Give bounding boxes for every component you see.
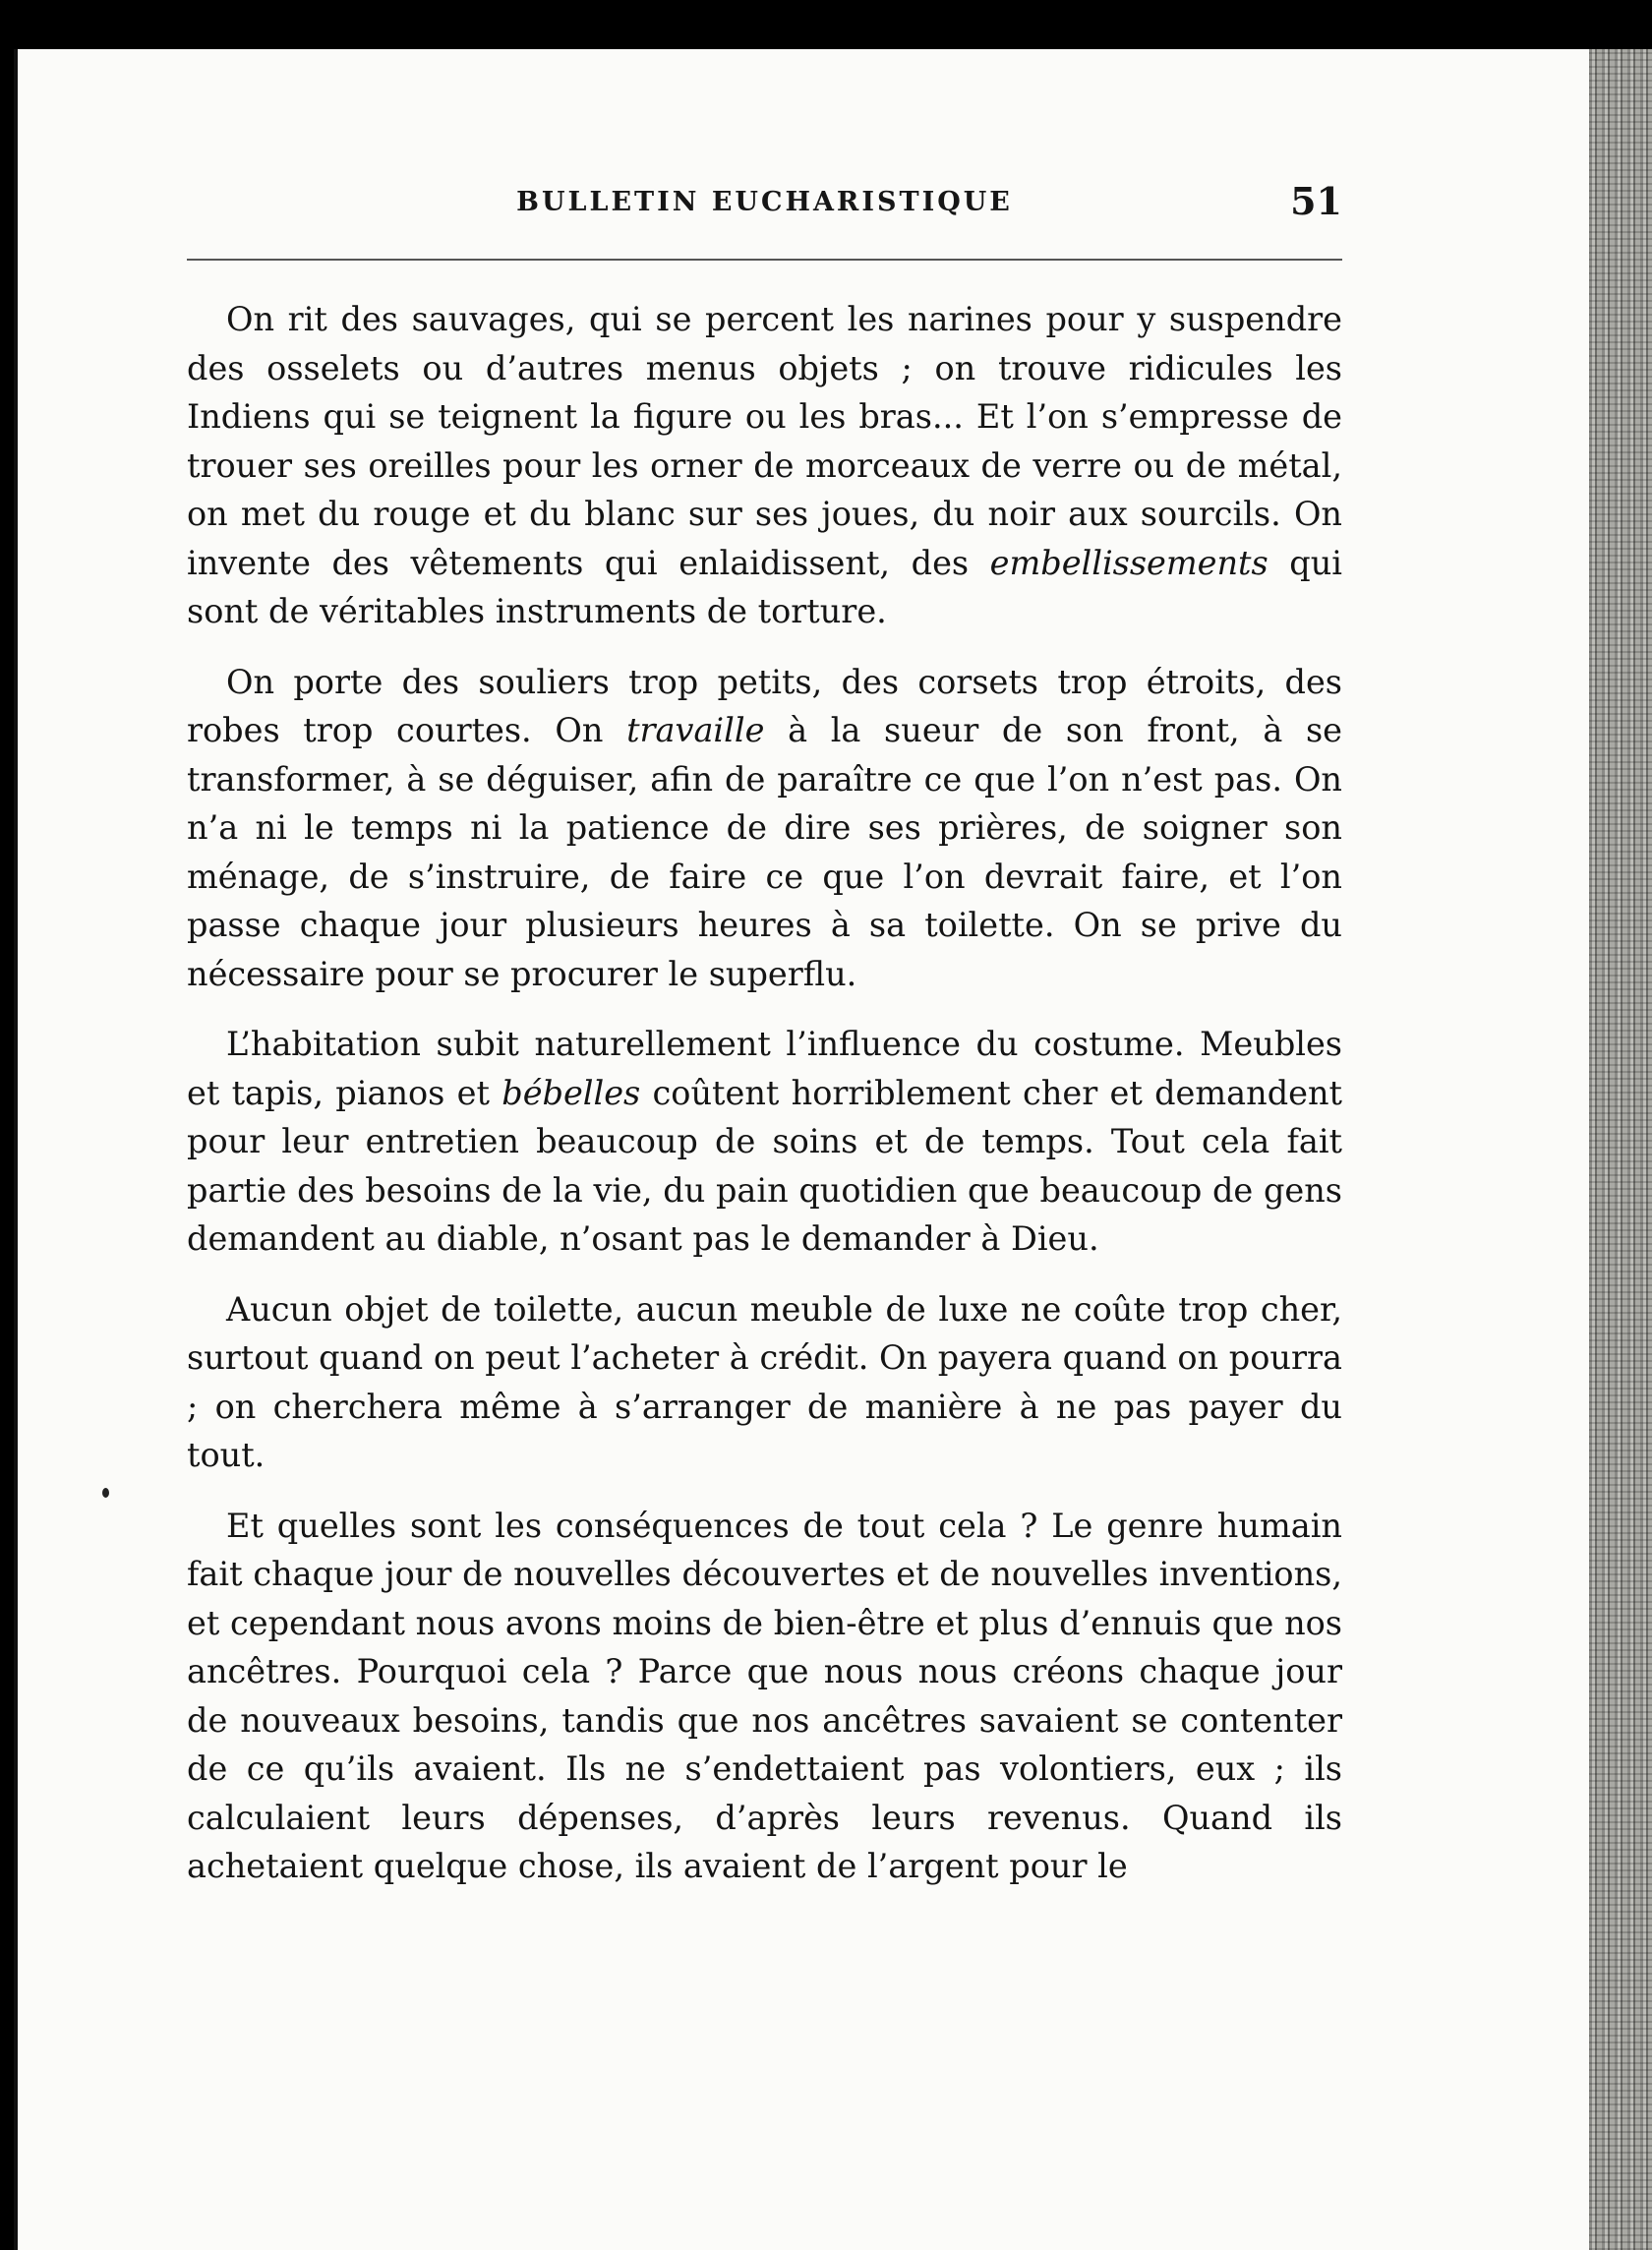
paragraph-text-continued: à la sueur de son front, à se transformer, à se déguiser, afin de paraître ce que l’on n’est pas. On n’a ni le temps ni la patience de dire ses prières, de soigner son ménage, de s’instruire, de faire ce que l’on devrait faire, et l’on passe chaque jour plusieurs heures à sa toilette. On se prive du nécessaire pour se procurer le superflu.	[187, 711, 1343, 993]
running-title: BULLETIN EUCHARISTIQUE	[516, 187, 1013, 217]
page-number: 51	[1290, 179, 1342, 223]
italic-word: travaille	[626, 711, 765, 749]
italic-word: embellissements	[989, 543, 1268, 582]
italic-word: bébelles	[502, 1073, 641, 1112]
body-text	[187, 295, 1342, 1913]
paragraph-text: On rit des sauvages, qui se percent les narines pour y suspendre des osselets ou d’autres menus objets ; on trouve ridicules les Indiens qui se teignent la figure ou les bras... Et l’on s’empresse de trouer ses oreilles pour les orner de morceaux de verre ou de métal, on met du rouge et du blanc sur ses joues, du noir aux sourcils. On invente des vêtements qui enlaidissent, des	[187, 300, 1342, 582]
paragraph-text-continued: coûtent horriblement cher et demandent pour leur entretien beaucoup de soins et de temps. Tout cela fait partie des besoins de la vie, du pain quotidien que beaucoup de gens demandent au diable, n’osant pas le demander à Dieu.	[187, 1073, 1342, 1258]
paragraph-5	[187, 1502, 1342, 1891]
paragraph-text: Et quelles sont les conséquences de tout cela ? Le genre humain fait chaque jour de nouvelles découvertes et de nouvelles inventions, et cependant nous avons moins de bien-être et plus d’ennuis que nos ancêtres. Pourquoi cela ? Parce que nous nous créons chaque jour de nouveaux besoins, tandis que nos ancêtres savaient se contenter de ce qu’ils avaient. Ils ne s’endettaient pas volontiers, eux ; ils calculaient leurs dépenses, d’après leurs revenus. Quand ils achetaient quelque chose, ils avaient de l’argent pour le	[187, 1506, 1342, 1885]
binding-edge	[14, 49, 18, 2250]
paragraph-1	[187, 295, 1342, 636]
running-header	[187, 177, 1342, 236]
paragraph-text: On porte des souliers trop petits, des corsets trop étroits, des robes trop courtes. On	[187, 662, 1342, 749]
header-rule	[187, 259, 1342, 261]
page-edge-strip	[1589, 49, 1652, 2250]
paragraph-text-continued: qui sont de véritables instruments de torture.	[187, 543, 1342, 630]
ink-speck	[102, 1488, 109, 1498]
paragraph-2	[187, 658, 1342, 999]
paragraph-4	[187, 1285, 1342, 1480]
paragraph-3	[187, 1020, 1342, 1264]
paragraph-text: L’habitation subit naturellement l’influence du costume. Meubles et tapis, pianos et	[187, 1025, 1342, 1112]
paragraph-text: Aucun objet de toilette, aucun meuble de luxe ne coûte trop cher, surtout quand on peut l’acheter à crédit. On payera quand on pourra ; on cherchera même à s’arranger de manière à ne pas payer du tout.	[187, 1289, 1342, 1474]
